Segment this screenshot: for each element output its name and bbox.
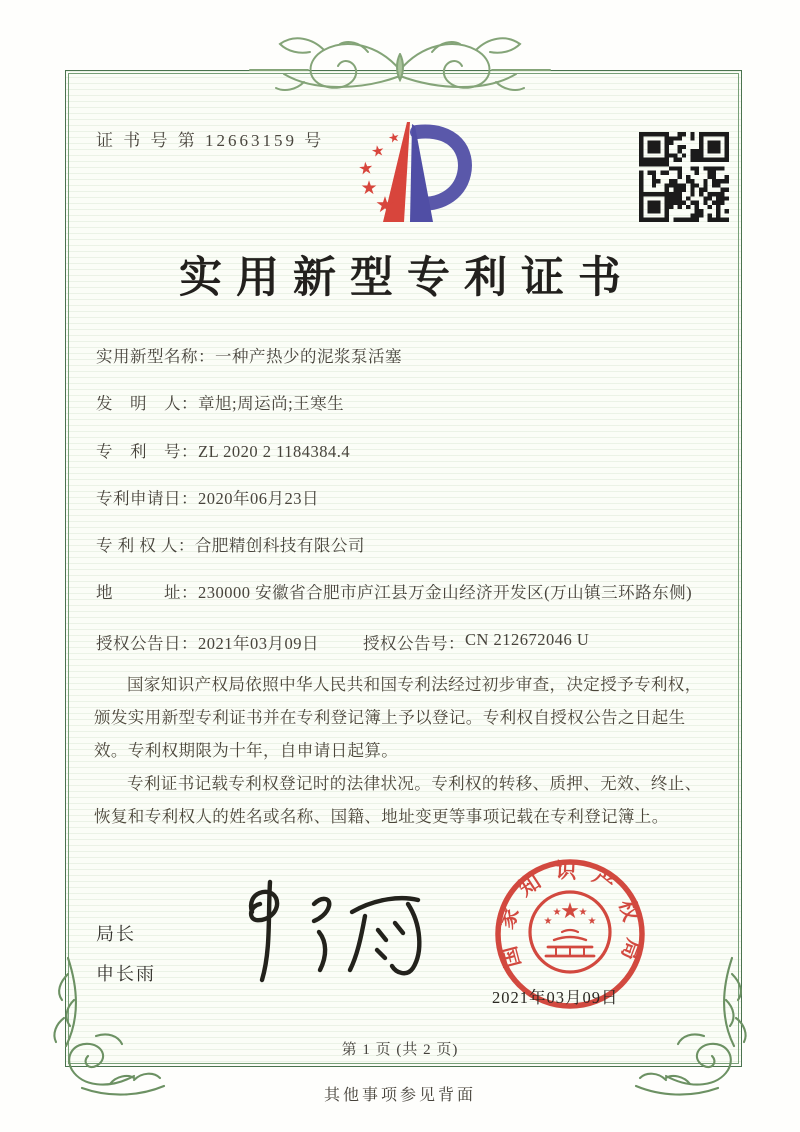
svg-text:★: ★ bbox=[552, 907, 562, 918]
field-grant-announcement bbox=[96, 630, 721, 654]
signer-title: 局长 bbox=[96, 924, 136, 944]
svg-text:★: ★ bbox=[369, 140, 387, 162]
svg-text:★: ★ bbox=[587, 916, 597, 927]
svg-text:★: ★ bbox=[560, 899, 580, 924]
legal-text bbox=[94, 668, 712, 833]
qr-code-icon bbox=[639, 132, 729, 222]
cnipa-logo-icon bbox=[343, 108, 475, 232]
field-label: 地 址： bbox=[96, 583, 198, 603]
national-emblem-icon bbox=[530, 892, 610, 972]
field-label: 专 利 权 人： bbox=[96, 536, 195, 556]
back-note: 其他事项参见背面 bbox=[323, 1087, 476, 1104]
signer-name: 申长雨 bbox=[96, 964, 156, 984]
field-value: 合肥精创科技有限公司 bbox=[194, 536, 365, 556]
svg-text:★: ★ bbox=[357, 158, 375, 180]
field-label: 专 利 号： bbox=[96, 441, 198, 461]
field-label: 实用新型名称： bbox=[96, 347, 215, 366]
grant-date-label: 授权公告日： bbox=[96, 633, 198, 653]
field-value: 一种产热少的泥浆泵活塞 bbox=[215, 347, 402, 366]
field-utility-model-name bbox=[96, 346, 721, 368]
field-patentee bbox=[96, 535, 721, 557]
grant-no-label: 授权公告号： bbox=[363, 633, 465, 653]
field-patent-number bbox=[96, 441, 721, 463]
svg-text:★: ★ bbox=[375, 193, 395, 218]
field-address bbox=[96, 582, 721, 604]
page-indicator: 第 1 页 (共 2 页) bbox=[341, 1042, 459, 1058]
field-label: 专利申请日： bbox=[96, 488, 198, 508]
field-value: 230000 安徽省合肥市庐江县万金山经济开发区(万山镇三环路东侧) bbox=[198, 583, 693, 603]
seal-text: 国家知识产权局 bbox=[493, 858, 647, 977]
svg-text:★: ★ bbox=[578, 907, 588, 918]
field-value: 2020年06月23日 bbox=[198, 488, 319, 508]
svg-text:★: ★ bbox=[386, 129, 402, 148]
grant-date-value: 2021年03月09日 bbox=[198, 633, 319, 653]
grant-no-value: CN 212672046 U bbox=[465, 629, 590, 649]
field-application-date bbox=[96, 488, 721, 510]
signer-block bbox=[96, 920, 156, 1000]
top-flourish-ornament-icon bbox=[248, 18, 552, 118]
field-label: 发 明 人： bbox=[96, 394, 198, 414]
certificate-number: 证 书 号 第 12663159 号 bbox=[96, 131, 325, 150]
director-signature-icon bbox=[218, 876, 433, 991]
svg-text:★: ★ bbox=[360, 177, 378, 199]
field-value: ZL 2020 2 1184384.4 bbox=[198, 441, 351, 461]
field-list bbox=[96, 346, 721, 654]
certificate-title: 实用新型专利证书 bbox=[179, 255, 635, 302]
seal-date: 2021年03月09日 bbox=[492, 988, 619, 1007]
field-value: 章旭;周运尚;王寒生 bbox=[198, 394, 345, 414]
legal-paragraph-2: 专利证书记载专利权登记时的法律状况。专利权的转移、质押、无效、终止、恢复和专利权人的姓名或名称、国籍、地址变更等事项记载在专利登记簿上。 bbox=[94, 774, 702, 826]
legal-paragraph-1: 国家知识产权局依照中华人民共和国专利法经过初步审查，决定授予专利权，颁发实用新型专利证书并在专利登记簿上予以登记。专利权自授权公告之日起生效。专利权期限为十年，自申请日起算。 bbox=[94, 675, 702, 760]
svg-text:★: ★ bbox=[543, 916, 553, 927]
field-inventors bbox=[96, 393, 721, 415]
